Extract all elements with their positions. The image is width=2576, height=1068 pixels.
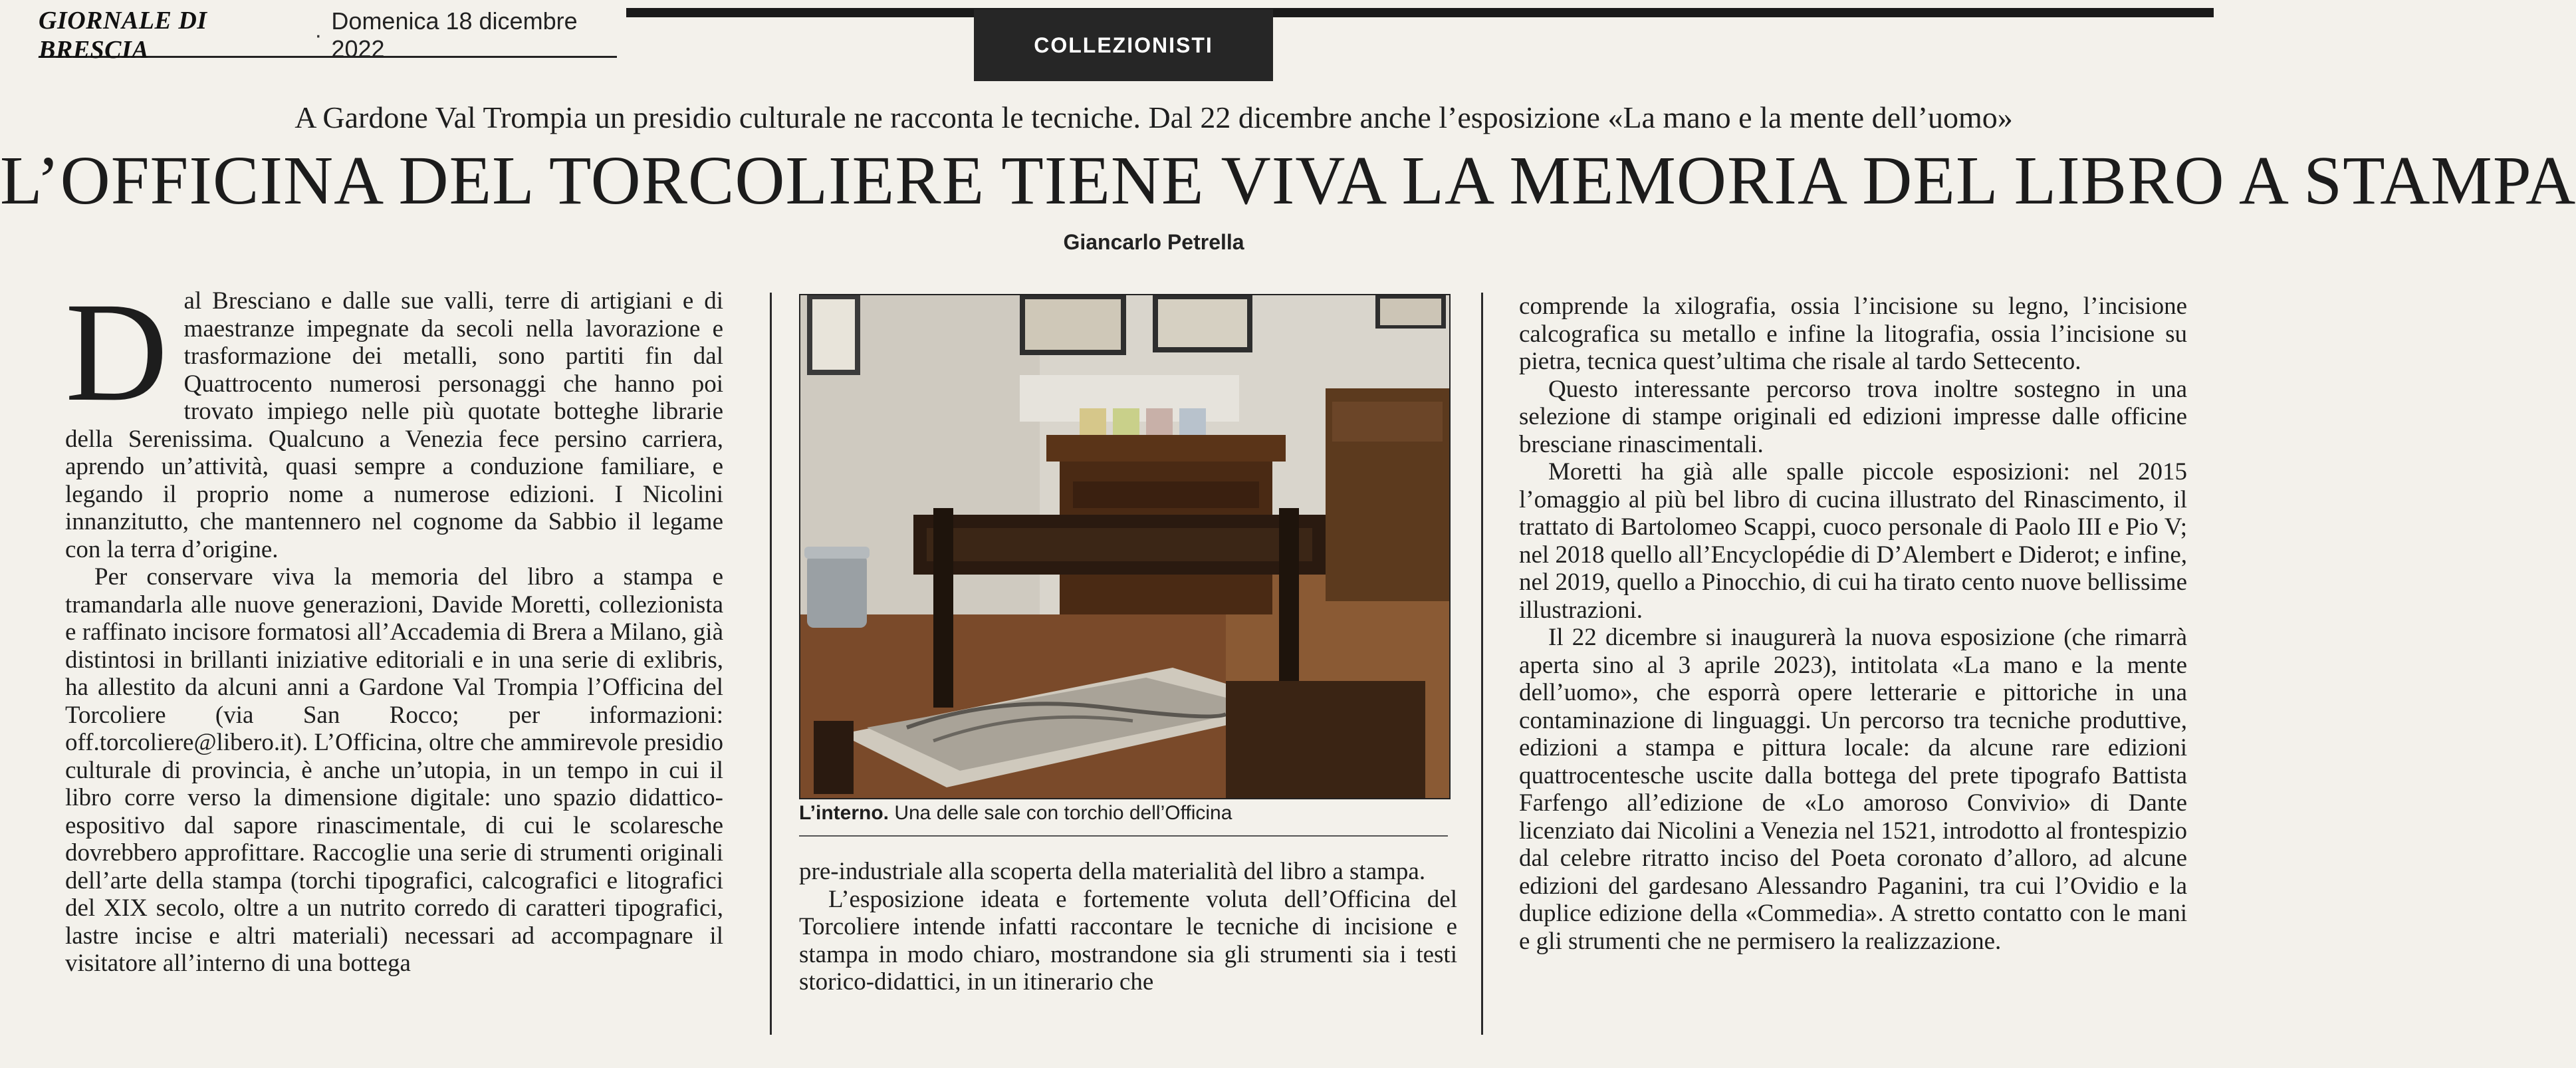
top-rule: [626, 8, 2214, 17]
subheadline: A Gardone Val Trompia un presidio culturale ne racconta le tecniche. Dal 22 dicembre anche l’esposizione «La mano e la mente dell’uomo»: [294, 100, 2013, 134]
caption-text: Una delle sale con torchio dell’Officina: [889, 802, 1232, 824]
paragraph: Per conservare viva la memoria del libro a stampa e tramandarla alle nuove generazioni, Davide Moretti, collezionista e raffinato incisore formatosi all’Accademia di Brera a Milano, già distintosi in brillanti iniziative editoriali e in una serie di exlibris, ha allestito da alcuni anni a Gardone Val Trompia l’Officina del Torcoliere (via San Rocco; per informazioni: off.torcoliere@libero.it). L’Officina, oltre che ammirevole presidio culturale di provincia, è anche un’utopia, in un tempo in cui il libro corre verso la dimensione digitale: uno spazio didattico-espositivo dal sapore rinascimentale, di cui le scolaresche dovrebbero approfittare. Raccoglie una serie di strumenti originali dell’arte della stampa (torchi tipografici, calcografici e litografici del XIX secolo, oltre a un nutrito corredo di caratteri tipografici, lastre incise e altri materiali) necessari ad accompagnare il visitatore all’interno di una bottega: [65, 563, 723, 977]
paragraph: al Bresciano e dalle sue valli, terre di artigiani e di maestranze impegnate da secoli nella lavorazione e trasformazione dei metalli, sono partiti fin dal Quattrocento numerosi personaggi che hanno poi trovato impiego nelle più quotate botteghe librarie della Serenissima. Qualcuno a Venezia fece persino carriera, aprendo un’attività, quasi sempre a conduzione familiare, e legando il proprio nome a numerose edizioni. I Nicolini innanzitutto, che mantennero nel cognome da Sabbio il legame con la terra d’origine.: [65, 287, 723, 563]
caption-lead: L’interno.: [799, 802, 889, 824]
paragraph: L’esposizione ideata e fortemente voluta dell’Officina del Torcoliere intende infatti raccontare le tecniche di incisione e stampa in modo chiaro, mostrandone sia gli strumenti sia i testi storico-didattici, in un itinerario che: [799, 885, 1457, 996]
section-label: COLLEZIONISTI: [974, 9, 1273, 81]
article-column-1: [65, 273, 723, 978]
paragraph: Moretti ha già alle spalle piccole esposizioni: nel 2015 l’omaggio al più bel libro di cucina illustrato del Rinascimento, il trattato di Bartolomeo Scappi, cuoco personale di Paolo III e Pio V; nel 2018 quello all’Encyclopédie di D’Alembert e Diderot; e infine, nel 2019, quello a Pinocchio, di cui ha tirato cento nuove bellissime illustrazioni.: [1519, 458, 2187, 624]
headline: L’OFFICINA DEL TORCOLIERE TIENE VIVA LA MEMORIA DEL LIBRO A STAMPA: [0, 142, 2576, 219]
article-column-3: [1519, 293, 2187, 955]
column-divider: [1481, 293, 1483, 1035]
caption-rule: [799, 835, 1448, 837]
paragraph: Il 22 dicembre si inaugurerà la nuova esposizione (che rimarrà aperta sino al 3 aprile 2023), intitolata «La mano e la mente dell’uomo», che esporrà opere letterarie e pittoriche in una contaminazione di linguaggi. Un percorso tra tecniche produttive, edizioni a stampa e pittura locale: da alcune rare edizioni quattrocentesche uscite dalla bottega del prete tipografo Battista Farfengo all’edizione de «Lo amoroso Convivio» di Dante licenziato dai Nicolini a Venezia nel 1521, introdotto al frontespizio dal celebre ritratto inciso del Poeta coronato d’alloro, ad alcune edizioni del gardesano Alessandro Paganini, tra cui l’Ovidio e la duplice edizione della «Commedia». A stretto contatto con le mani e gli strumenti che ne permisero la realizzazione.: [1519, 624, 2187, 955]
article-photo: [799, 294, 1451, 799]
paragraph: pre-industriale alla scoperta della materialità del libro a stampa.: [799, 858, 1426, 885]
photo-caption: [799, 802, 1448, 825]
masthead: [39, 7, 617, 64]
paragraph: Questo interessante percorso trova inoltre sostegno in una selezione di stampe originali ed edizioni impresse dalle officine bresciane rinascimentali.: [1519, 375, 2187, 458]
dropcap: D: [65, 273, 168, 431]
column-divider: [770, 293, 772, 1035]
paragraph: comprende la xilografia, ossia l’incisione su legno, l’incisione calcografica su metallo e infine la litografia, ossia l’incisione su pietra, tecnica quest’ultima che risale al tardo Settecento.: [1519, 293, 2187, 375]
issue-date: Domenica 18 dicembre 2022: [331, 7, 578, 63]
byline: Giancarlo Petrella: [1063, 230, 1244, 254]
article-column-2: [799, 858, 1457, 996]
masthead-separator: ·: [314, 22, 322, 48]
newspaper-name: GIORNALE DI BRESCIA: [39, 7, 207, 64]
